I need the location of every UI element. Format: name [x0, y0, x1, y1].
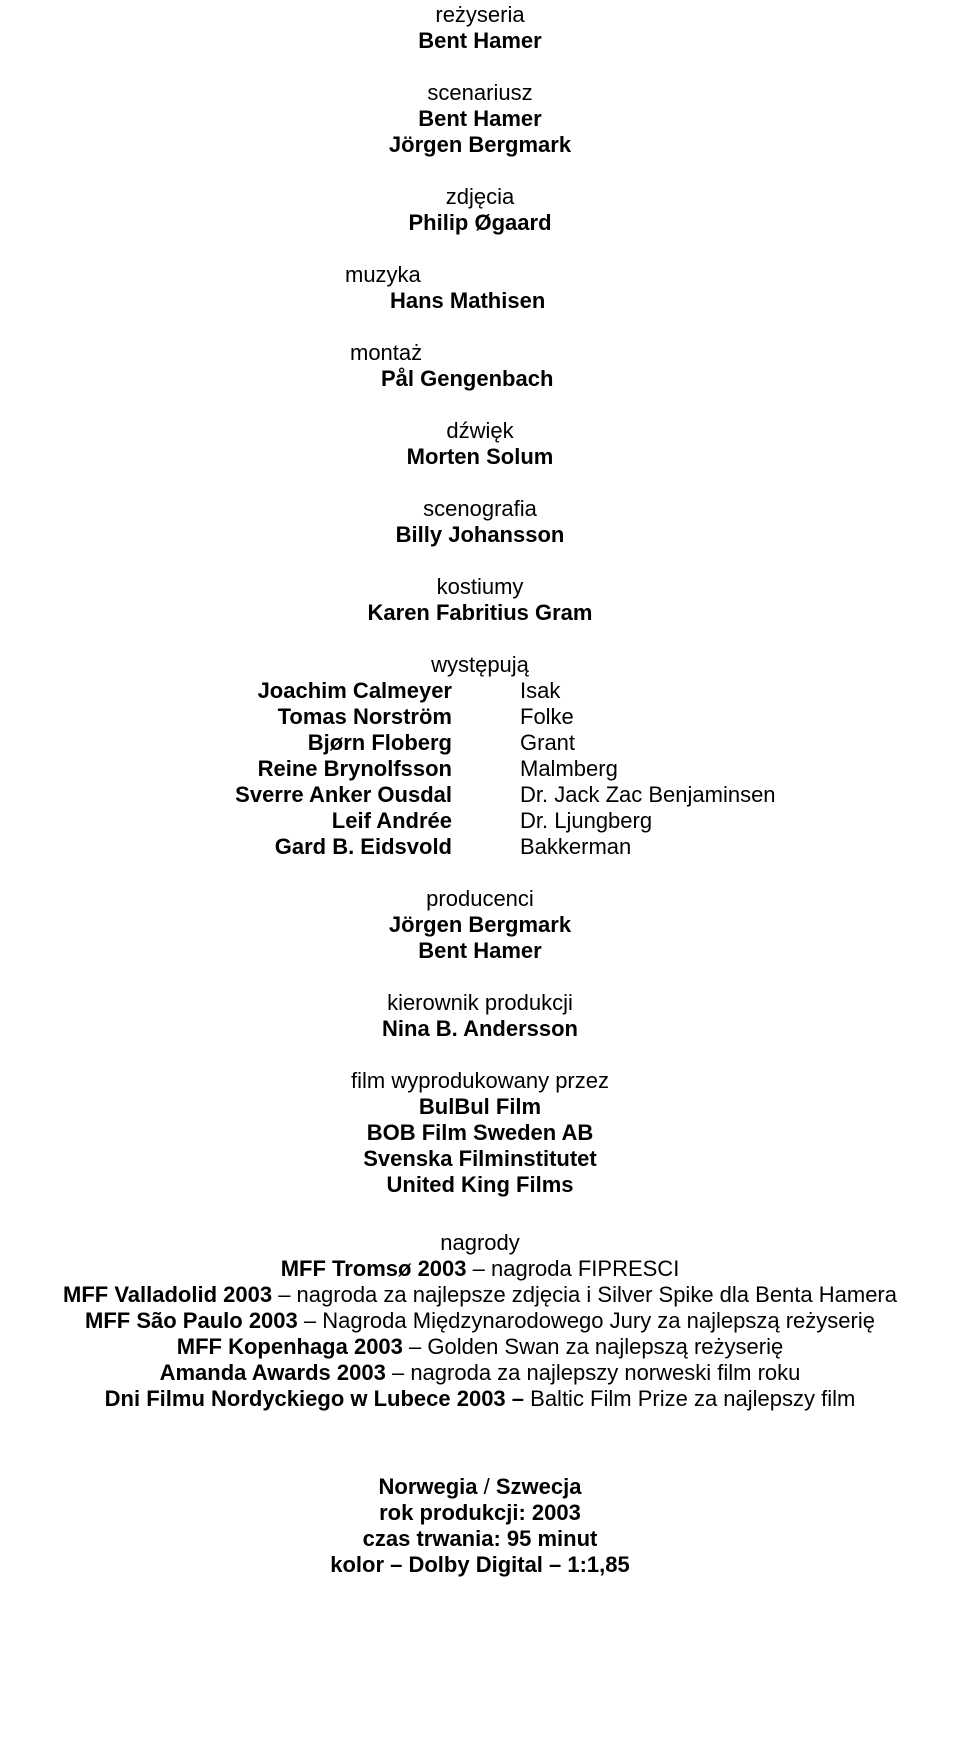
production-manager-name: Nina B. Andersson — [382, 1016, 578, 1041]
cast-actor: Leif Andrée — [331, 808, 452, 833]
award-prize: nagroda za najlepsze zdjęcia i Silver Spike dla Benta Hamera — [296, 1282, 897, 1307]
format: kolor – Dolby Digital – 1:1,85 — [330, 1552, 630, 1577]
costume-designer-name: Karen Fabritius Gram — [367, 600, 593, 625]
cast-role: Bakkerman — [520, 834, 632, 859]
production-designer-name: Billy Johansson — [395, 522, 565, 547]
sound-label: dźwięk — [446, 418, 514, 443]
country-b: Szwecja — [495, 1474, 582, 1499]
award-item — [0, 1384, 960, 1413]
production-design-label: scenografia — [423, 496, 537, 521]
award-separator: – — [385, 1360, 411, 1385]
screenwriter-name: Jörgen Bergmark — [388, 132, 572, 157]
award-separator: – — [297, 1308, 323, 1333]
cast-actor: Tomas Norström — [277, 704, 452, 729]
award-separator: – — [402, 1334, 428, 1359]
award-item — [0, 1280, 960, 1309]
cast-actor: Bjørn Floberg — [307, 730, 452, 755]
music-label: muzyka — [345, 262, 421, 287]
production-company: BulBul Film — [418, 1094, 542, 1119]
cast-actor: Joachim Calmeyer — [257, 678, 452, 703]
producers-label: producenci — [426, 886, 534, 911]
directing-label: reżyseria — [435, 2, 525, 27]
cast-role: Grant — [520, 730, 576, 755]
producer-name: Bent Hamer — [418, 938, 542, 963]
cast-role: Dr. Jack Zac Benjaminsen — [520, 782, 776, 807]
producer-name: Jörgen Bergmark — [388, 912, 572, 937]
editing-label: montaż — [350, 340, 423, 365]
production-company: United King Films — [386, 1172, 574, 1197]
country — [0, 1472, 960, 1501]
award-separator: – — [466, 1256, 491, 1281]
award-festival: Amanda Awards 2003 — [159, 1360, 386, 1385]
award-item — [0, 1332, 960, 1361]
award-festival: MFF Kopenhaga 2003 — [176, 1334, 403, 1359]
cinematographer-name: Philip Øgaard — [408, 210, 552, 235]
award-festival: MFF Valladolid 2003 — [63, 1282, 273, 1307]
award-prize: Golden Swan za najlepszą reżyserię — [427, 1334, 784, 1359]
award-prize: nagroda FIPRESCI — [491, 1256, 680, 1281]
runtime: czas trwania: 95 minut — [362, 1526, 598, 1551]
award-prize: nagroda za najlepszy norweski film roku — [410, 1360, 801, 1385]
award-festival: MFF São Paulo 2003 — [85, 1308, 298, 1333]
costumes-label: kostiumy — [436, 574, 524, 599]
cast-role: Dr. Ljungberg — [520, 808, 653, 833]
country-separator: / — [477, 1474, 496, 1499]
composer-name: Hans Mathisen — [390, 288, 546, 313]
award-prize: Nagroda Międzynarodowego Jury za najlepszą reżyserię — [322, 1308, 875, 1333]
cast-label: występują — [431, 652, 529, 677]
country-a: Norwegia — [378, 1474, 478, 1499]
award-prize: Baltic Film Prize za najlepszy film — [530, 1386, 856, 1411]
award-festival: Dni Filmu Nordyckiego w Lubece 2003 – — [104, 1386, 525, 1411]
award-item — [0, 1254, 960, 1283]
award-item — [0, 1306, 960, 1335]
production-manager-label: kierownik produkcji — [387, 990, 573, 1015]
production-year: rok produkcji: 2003 — [379, 1500, 581, 1525]
cast-actor: Sverre Anker Ousdal — [235, 782, 452, 807]
produced-by-label: film wyprodukowany przez — [351, 1068, 609, 1093]
award-festival: MFF Tromsø 2003 — [280, 1256, 467, 1281]
sound-name: Morten Solum — [406, 444, 554, 469]
editor-name: Pål Gengenbach — [381, 366, 554, 391]
production-company: Svenska Filminstitutet — [363, 1146, 597, 1171]
awards-label: nagrody — [440, 1230, 520, 1255]
screenplay-label: scenariusz — [427, 80, 533, 105]
cast-actor: Reine Brynolfsson — [257, 756, 452, 781]
cast-role: Isak — [520, 678, 561, 703]
award-separator: – — [272, 1282, 297, 1307]
award-item — [0, 1358, 960, 1387]
cinematography-label: zdjęcia — [445, 184, 515, 209]
director-name: Bent Hamer — [418, 28, 542, 53]
screenwriter-name: Bent Hamer — [418, 106, 542, 131]
production-company: BOB Film Sweden AB — [366, 1120, 594, 1145]
cast-actor: Gard B. Eidsvold — [274, 834, 452, 859]
cast-role: Malmberg — [520, 756, 618, 781]
cast-role: Folke — [520, 704, 574, 729]
